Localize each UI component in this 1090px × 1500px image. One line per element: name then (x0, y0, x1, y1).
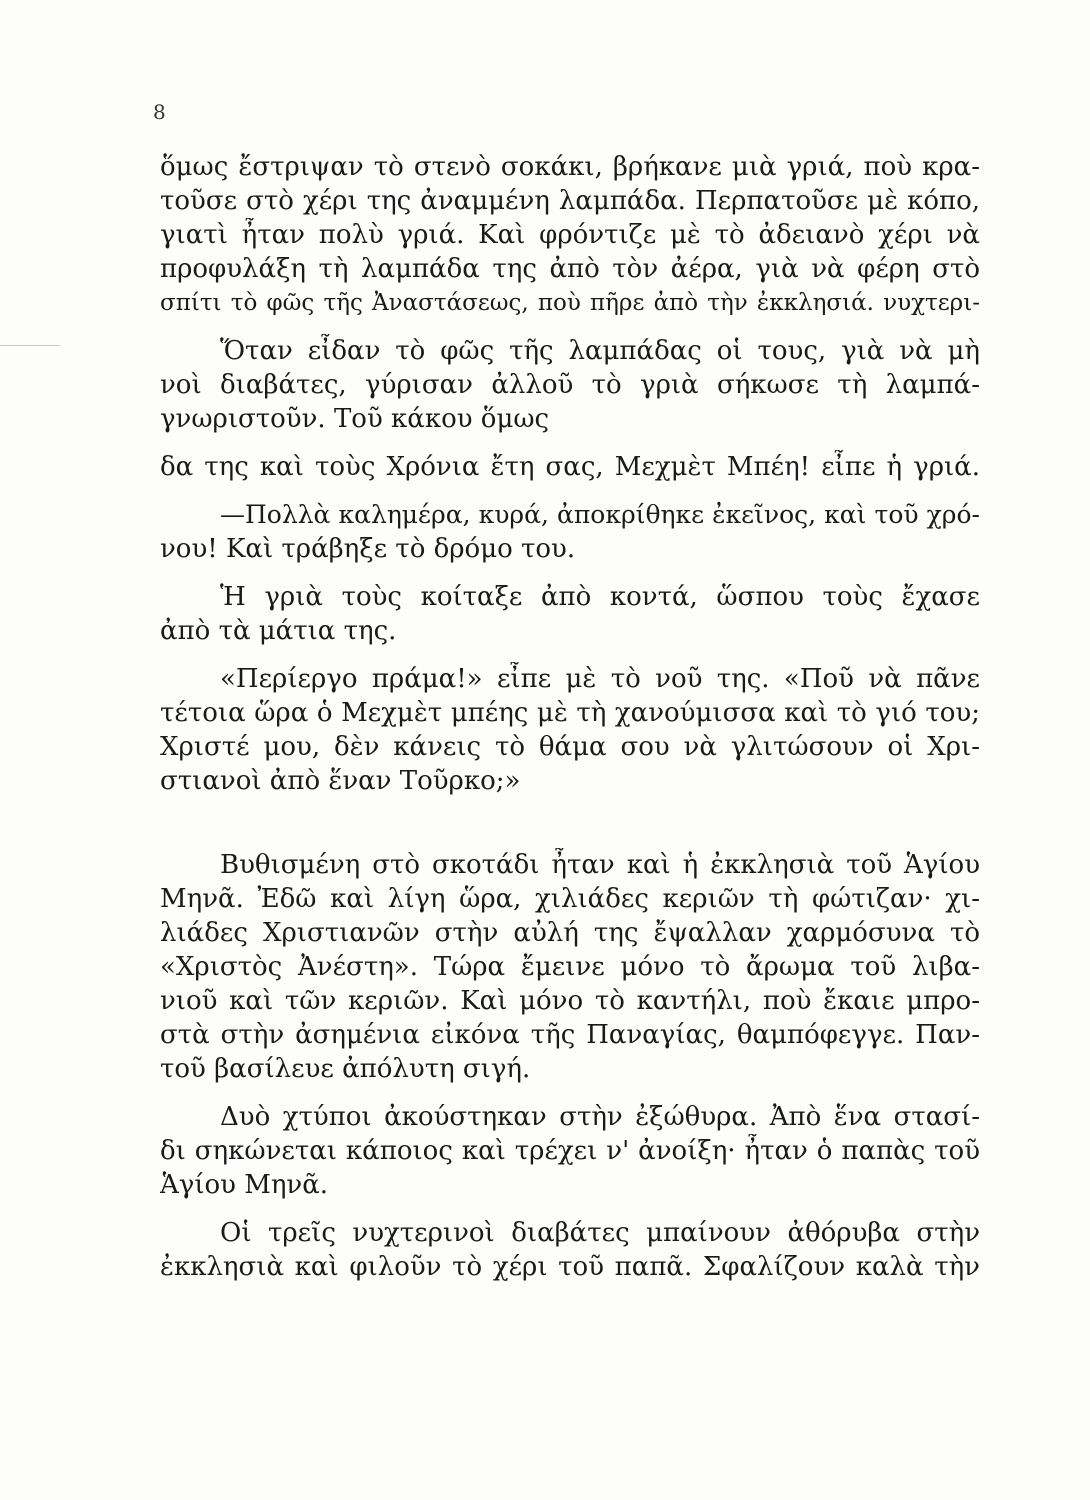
text-line: τοῦ βασίλευε ἀπόλυτη σιγή. (160, 1054, 531, 1084)
text-line: Οἱ τρεῖς νυχτερινοὶ διαβάτες μπαίνουν ἀθόρυβα στὴν (220, 1218, 980, 1248)
text-line: τοῦσε στὸ χέρι της ἀναμμένη λαμπάδα. Περπατοῦσε μὲ κόπο, (160, 186, 980, 216)
text-line: τέτοια ὥρα ὁ Μεχμὲτ μπέης μὲ τὴ χανούμισσα καὶ τὸ γιό του; (160, 698, 980, 728)
page-number: 8 (153, 100, 166, 124)
paragraph (160, 848, 980, 1086)
text-line: λιάδες Χριστιανῶν στὴν αὐλή της ἔψαλλαν χαρμόσυνα τὸ (160, 918, 980, 948)
text-line: ἐκκλησιὰ καὶ φιλοῦν τὸ χέρι τοῦ παπᾶ. Σφαλίζουν καλὰ τὴν (160, 1252, 980, 1282)
text-line: δι σηκώνεται κάποιος καὶ τρέχει ν' ἀνοίξη· ἦταν ὁ παπὰς τοῦ (160, 1136, 980, 1166)
paragraph (160, 1100, 980, 1202)
text-line: ὅμως ἔστριψαν τὸ στενὸ σοκάκι, βρήκανε μιὰ γριά, ποὺ κρα- (160, 152, 980, 182)
text-line: δα της καὶ τοὺς Χρόνια ἔτη σας, Μεχμὲτ Μπέη! εἶπε ἡ γριά. (160, 452, 980, 482)
text-line: «Χριστὸς Ἀνέστη». Τώρα ἔμεινε μόνο τὸ ἄρωμα τοῦ λιβα- (160, 952, 980, 982)
text-line: Χριστέ μου, δὲν κάνεις τὸ θάμα σου νὰ γλιτώσουν οἱ Χρι- (160, 732, 980, 762)
text-line: Μηνᾶ. Ἐδῶ καὶ λίγη ὥρα, χιλιάδες κεριῶν τὴ φώτιζαν· χι- (160, 884, 980, 914)
text-line: προφυλάξη τὴ λαμπάδα της ἀπὸ τὸν ἀέρα, γιὰ νὰ φέρη στὸ (160, 254, 980, 284)
paragraph (160, 498, 980, 566)
text-line: —Πολλὰ καλημέρα, κυρά, ἀποκρίθηκε ἐκεῖνος, καὶ τοῦ χρό- (220, 500, 980, 529)
text-line: Ὅταν εἶδαν τὸ φῶς τῆς λαμπάδας οἱ τους, γιὰ νὰ μὴ (220, 336, 980, 366)
text-line: Βυθισμένη στὸ σκοτάδι ἦταν καὶ ἡ ἐκκλησιὰ τοῦ Ἁγίου (220, 850, 980, 880)
text-line: Δυὸ χτύποι ἀκούστηκαν στὴν ἐξώθυρα. Ἀπὸ ἕνα στασί- (220, 1102, 980, 1132)
paragraph (160, 580, 980, 648)
text-line: γιατὶ ἦταν πολὺ γριά. Καὶ φρόντιζε μὲ τὸ ἀδειανὸ χέρι νὰ (160, 220, 980, 250)
scan-artifact (0, 345, 60, 346)
text-line: στὰ στὴν ἀσημένια εἰκόνα τῆς Παναγίας, θαμπόφεγγε. Παν- (160, 1020, 980, 1050)
text-line: ἀπὸ τὰ μάτια της. (160, 616, 397, 646)
text-line: σπίτι τὸ φῶς τῆς Ἀναστάσεως, ποὺ πῆρε ἀπὸ τὴν ἐκκλησιά. νυχτερι- (160, 290, 980, 316)
text-line: νοὶ διαβάτες, γύρισαν ἀλλοῦ τὸ γριὰ σήκωσε τὴ λαμπά- (160, 370, 980, 400)
text-line: «Περίεργο πράμα!» εἶπε μὲ τὸ νοῦ της. «Ποῦ νὰ πᾶνε (220, 664, 980, 694)
text-line: νου! Καὶ τράβηξε τὸ δρόμο του. (160, 534, 576, 564)
paragraph (160, 334, 980, 484)
text-line: Ἁγίου Μηνᾶ. (160, 1170, 329, 1200)
text-line: νιοῦ καὶ τῶν κεριῶν. Καὶ μόνο τὸ καντήλι, ποὺ ἔκαιε μπρο- (160, 986, 980, 1016)
text-line: στιανοὶ ἀπὸ ἕναν Τοῦρκο;» (160, 766, 521, 796)
paragraph (160, 1216, 980, 1284)
body-text (160, 150, 980, 1284)
text-line: Ἡ γριὰ τοὺς κοίταξε ἀπὸ κοντά, ὥσπου τοὺς ἔχασε (220, 582, 980, 612)
paragraph (160, 662, 980, 798)
paragraph (160, 150, 980, 320)
text-line: γνωριστοῦν. Τοῦ κάκου ὅμως (160, 404, 550, 434)
